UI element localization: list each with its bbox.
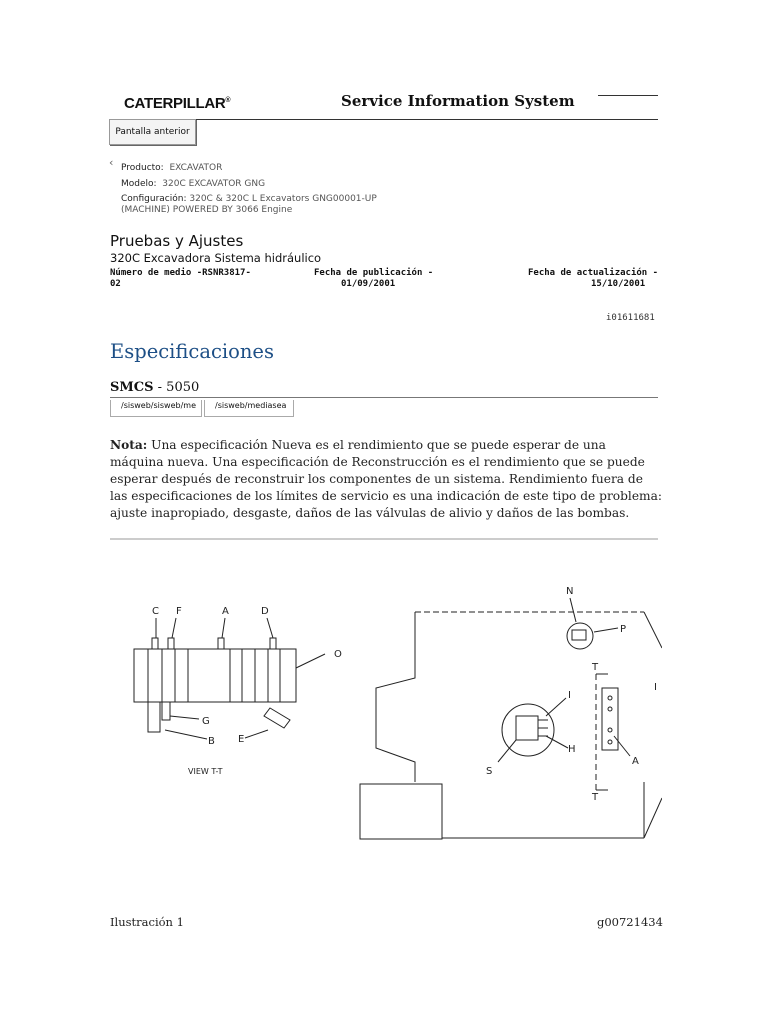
media-number-label: Número de medio -RSNR3817- <box>110 268 251 278</box>
figure-caption: Ilustración 1 <box>110 915 184 929</box>
config-row: Configuración: 320C & 320C L Excavators GNG00001-UP <box>121 194 377 204</box>
document-title: Pruebas y Ajustes <box>110 232 244 250</box>
hydraulic-diagram <box>110 570 662 870</box>
caterpillar-logo: CATERPILLAR® <box>124 95 231 112</box>
link-tab-1[interactable]: /sisweb/sisweb/me <box>110 400 202 417</box>
label-c: C <box>152 606 159 617</box>
publication-date-value: 01/09/2001 <box>341 279 396 289</box>
component-p <box>567 623 593 649</box>
config-row-2: (MACHINE) POWERED BY 3066 Engine <box>121 205 293 215</box>
label-p: P <box>620 624 627 635</box>
note-paragraph: Nota: Una especificación Nueva es el rendimiento que se puede esperar de una máquina nueva. Una especificación de Reconstrucción es el rendimiento que se puede esperar después de reconstruir los componentes de un sistema. Rendimiento fuera de las especificaciones de los límites de servicio es una indicación de este tipo de problema: ajuste inapropiado, desgaste, daños de las válvulas de alivio y daños de las bombas. <box>110 438 662 520</box>
section-heading: Especificaciones <box>110 340 274 363</box>
label-t-bottom: T <box>592 792 599 803</box>
back-arrow-icon[interactable]: ‹ <box>109 156 114 169</box>
system-title: Service Information System <box>341 92 575 110</box>
update-date-label: Fecha de actualización - <box>528 268 659 278</box>
label-h: H <box>568 744 576 755</box>
header-rule-bottom <box>196 119 658 120</box>
label-edge: I <box>654 682 657 693</box>
label-a-right: A <box>632 756 639 767</box>
label-d: D <box>261 606 269 617</box>
document-id: i01611681 <box>606 313 655 323</box>
lower-box <box>360 784 442 839</box>
label-f: F <box>176 606 182 617</box>
label-t-top: T <box>592 662 599 673</box>
document-subtitle: 320C Excavadora Sistema hidráulico <box>110 251 322 265</box>
figure-id: g00721434 <box>597 915 663 929</box>
publication-date-label: Fecha de publicación - <box>314 268 434 278</box>
back-button[interactable]: Pantalla anterior <box>109 119 196 145</box>
label-i: I <box>568 690 571 701</box>
header-rule <box>598 95 658 96</box>
label-n: N <box>566 586 574 597</box>
smcs-rule <box>110 397 658 398</box>
label-s: S <box>486 766 493 777</box>
modelo-row: Modelo: 320C EXCAVATOR GNG <box>121 179 266 189</box>
valve-block <box>134 649 296 702</box>
label-b: B <box>208 736 215 747</box>
smcs-code: SMCS - 5050 <box>110 380 200 395</box>
link-tab-2[interactable]: /sisweb/mediasea <box>204 400 294 417</box>
view-label: VIEW T-T <box>188 767 223 776</box>
label-a: A <box>222 606 229 617</box>
label-e: E <box>238 734 245 745</box>
producto-row: Producto: EXCAVATOR <box>121 163 223 173</box>
label-g: G <box>202 716 210 727</box>
update-date-value: 15/10/2001 <box>591 279 646 289</box>
section-divider <box>110 538 658 540</box>
label-o: O <box>334 649 342 660</box>
media-number-value: 02 <box>110 279 121 289</box>
